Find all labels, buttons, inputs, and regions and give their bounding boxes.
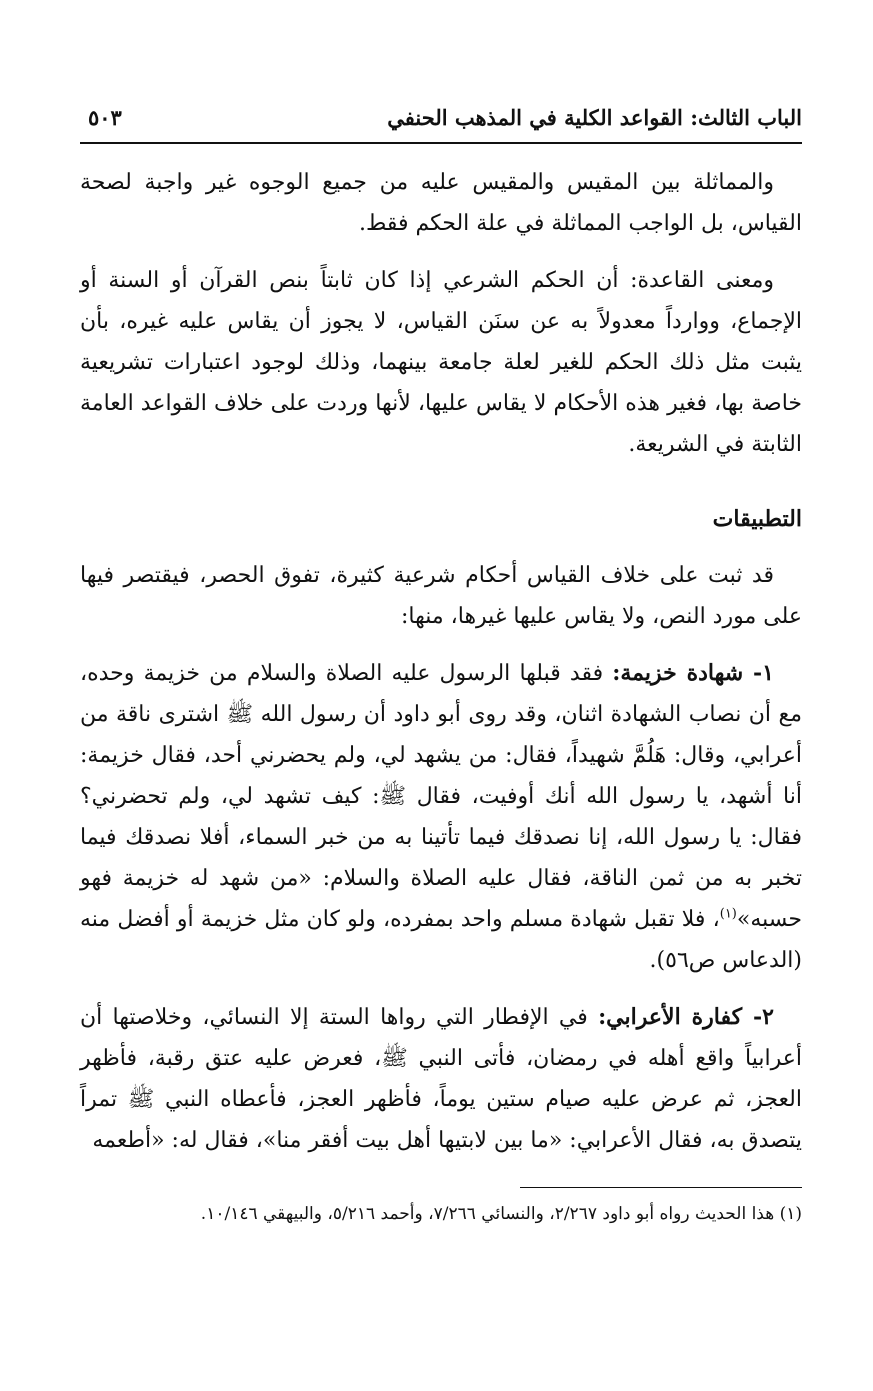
chapter-title: الباب الثالث: القواعد الكلية في المذهب الحنفي — [387, 105, 802, 130]
application-item-text: فقد قبلها الرسول عليه الصلاة والسلام من خزيمة وحده، مع أن نصاب الشهادة اثنان، وقد روى أبو داود أن رسول الله ﷺ اشترى ناقة من أعرابي، وقال: هَلُمَّ شهيداً، فقال: من يشهد لي، ولم يحضرني أحد، فقال خزيمة: أنا أشهد، يا رسول الله أنك أوفيت، فقال ﷺ: كيف تشهد لي، ولم تحضرني؟ فقال: يا رسول الله، إنا نصدقك فيما تأتينا به من خبر السماء، أفلا نصدقك فيما تخبر به من ثمن الناقة، فقال عليه الصلاة والسلام: «من شهد له خزيمة فهو حسبه» — [80, 661, 802, 932]
paragraph-rule-meaning: ومعنى القاعدة: أن الحكم الشرعي إذا كان ثابتاً بنص القرآن أو السنة أو الإجماع، ووارداً معدولاً به عن سنَن القياس، لا يجوز أن يقاس عليه غيره، بأن يثبت مثل ذلك الحكم للغير لعلة جامعة بينهما، وذلك لوجود اعتبارات تشريعية خاصة بها، فغير هذه الأحكام لا يقاس عليها، لأنها وردت على خلاف القواعد العامة الثابتة في الشريعة. — [80, 268, 802, 457]
running-header — [80, 96, 802, 140]
application-item-text: في الإفطار التي رواها الستة إلا النسائي، وخلاصتها أن أعرابياً واقع أهله في رمضان، فأتى النبي ﷺ، فعرض عليه عتق رقبة، فأظهر العجز، ثم عرض عليه صيام ستين يوماً، فأظهر العجز، فأعطاه النبي ﷺ تمراً يتصدق به، فقال الأعرابي: «ما بين لابتيها أهل بيت أفقر منا»، فقال له: «أطعمه — [80, 1005, 802, 1153]
paragraph-applications-intro: قد ثبت على خلاف القياس أحكام شرعية كثيرة، تفوق الحصر، فيقتصر فيها على مورد النص، ولا يقاس عليها غيرها، منها: — [80, 563, 802, 629]
application-item-text-continued: ، فلا تقبل شهادة مسلم واحد بمفرده، ولو كان مثل خزيمة أو أفضل منه (الدعاس ص٥٦). — [80, 907, 802, 973]
application-item-khuzayma — [80, 653, 802, 981]
footnote-reference[interactable]: (١) — [719, 906, 737, 922]
header-divider — [80, 142, 802, 144]
application-item-title: ٢- كفارة الأعرابي: — [598, 1004, 774, 1030]
application-item-title: ١- شهادة خزيمة: — [612, 660, 774, 686]
page-number: ٥٠٣ — [88, 105, 122, 130]
footnote: (١) هذا الحديث رواه أبو داود ٢/٢٦٧، والنسائي ٧/٢٦٦، وأحمد ٥/٢١٦، والبيهقي ١٠/١٤٦. — [200, 1204, 802, 1224]
application-item-bedouin-expiation — [80, 997, 802, 1161]
paragraph-similarity: والمماثلة بين المقيس والمقيس عليه من جميع الوجوه غير واجبة لصحة القياس، بل الواجب المماثلة في علة الحكم فقط. — [80, 170, 802, 236]
section-heading-applications: التطبيقات — [712, 506, 802, 532]
footnote-divider — [520, 1187, 802, 1188]
book-page — [80, 96, 802, 1228]
